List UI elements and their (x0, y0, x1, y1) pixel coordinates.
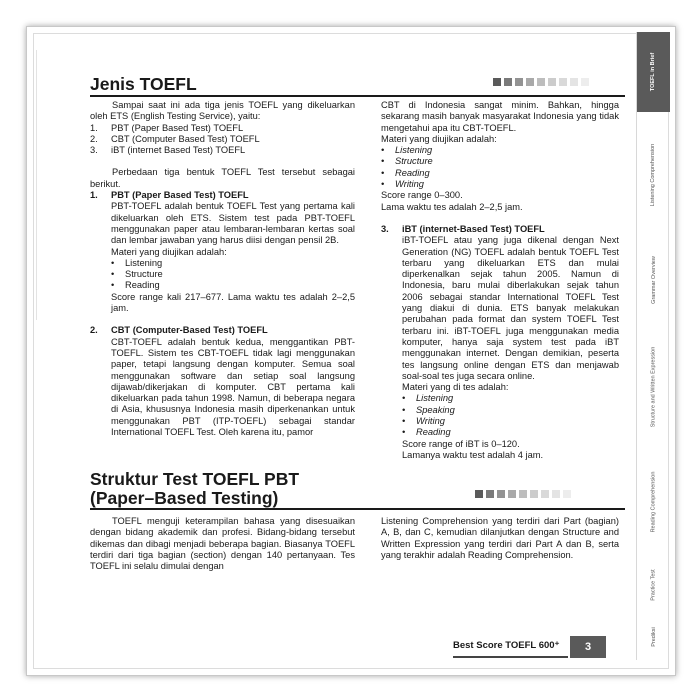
ibt-body: iBT-TOEFL atau yang juga dikenal dengan Next Generation (NG) TOEFL adalah bentuk TOEFL Test terbaru yang dikeluarkan ETS dan mulai diperkenalkan sejak tahun 2005. Namun di Indonesia, baru mulai diberlakukan sejak tahun 2006 sebagai standar International TOEFL Test yang diakui di dunia. ETS banyak melakukan perubahan pada format dan system TOEFL Test terbaru ini. iBT-TOEFL juga menggunakan media komputer, hanya saja system test pada iBT menggunakan internet. Dengan demikian, peserta tes langsung online dengan ETS dan menjawab soal-soal tes juga secara online. (402, 235, 619, 381)
footer-rule (453, 656, 568, 658)
bullet-item: • Structure (381, 156, 433, 167)
pbt-heading: 1. PBT (Paper Based Test) TOEFL (90, 190, 249, 201)
square-marker (497, 490, 505, 498)
square-marker (548, 78, 556, 86)
section2-right-column (381, 516, 619, 561)
bullet-item: • Reading (402, 427, 451, 438)
section-rule (90, 508, 625, 510)
square-marker (559, 78, 567, 86)
bullet-item: • Speaking (402, 404, 455, 415)
pbt-body: PBT-TOEFL adalah bentuk TOEFL Test yang pertama kali dikeluarkan oleh ETS. Sistem test pada PBT-TOEFL menggunakan paper atau lembaran-lembaran kertas soal dan lembar jawaban yang harus diisi dengan pensil 2B. (111, 201, 355, 246)
cbt-materi: Materi yang diujikan adalah: (381, 133, 497, 144)
book-title: Best Score TOEFL 600⁺ (453, 640, 560, 651)
bullet-item: • Listening (381, 145, 433, 156)
square-marker (519, 490, 527, 498)
ibt-materi: Materi yang di tes adalah: (402, 382, 509, 393)
section2-title-line1: Struktur Test TOEFL PBT (90, 469, 300, 489)
cbt-duration: Lama waktu tes adalah 2–2,5 jam. (381, 201, 523, 212)
square-marker (570, 78, 578, 86)
tab-structure-written-expression[interactable]: Structure and Written Expression (650, 346, 657, 428)
list-item: 3. iBT (internet Based Test) TOEFL (90, 145, 246, 156)
section1-right-column (381, 100, 619, 461)
list-item: 1. PBT (Paper Based Test) TOEFL (90, 122, 244, 133)
bullet-item: • Writing (381, 179, 424, 190)
section2-left-column (90, 516, 355, 572)
square-marker (508, 490, 516, 498)
ibt-score: Score range of iBT is 0–120. (402, 438, 520, 449)
square-marker (537, 78, 545, 86)
tab-listening-comprehension[interactable]: Listening Comprehension (650, 143, 657, 206)
paragraph: Perbedaan tiga bentuk TOEFL Test tersebut sebagai berikut. (90, 167, 355, 189)
section2-title-line2: (Paper–Based Testing) (90, 488, 279, 508)
tab-reading-comprehension[interactable]: Reading Comprehension (650, 471, 657, 533)
bullet-item: • Writing (402, 416, 445, 427)
bullet-item: • Reading (381, 167, 430, 178)
square-marker (493, 78, 501, 86)
bullet-item: • Listening (402, 393, 454, 404)
square-marker (581, 78, 589, 86)
pbt-score: Score range kali 217–677. Lama waktu tes adalah 2–2,5 jam. (111, 291, 355, 314)
binding-line (36, 50, 37, 320)
square-marker (563, 490, 571, 498)
decorative-squares (475, 490, 571, 498)
section-title-jenis: Jenis TOEFL (90, 74, 197, 94)
intro-paragraph: Sampai saat ini ada tiga jenis TOEFL yang dikeluarkan oleh ETS (English Testing Service), yaitu: (90, 100, 355, 122)
decorative-squares (493, 78, 589, 86)
section-title-struktur (90, 470, 299, 508)
bullet-item: • Listening (111, 257, 163, 268)
square-marker (541, 490, 549, 498)
ibt-duration: Lamanya waktu test adalah 4 jam. (402, 449, 544, 460)
square-marker (530, 490, 538, 498)
chapter-tab-sidebar (636, 32, 670, 660)
cbt-heading: 2. CBT (Computer-Based Test) TOEFL (90, 325, 268, 336)
square-marker (515, 78, 523, 86)
tab-toefl-in-brief[interactable]: TOEFL in Brief (637, 32, 670, 112)
section2-right-paragraph: Listening Comprehension yang terdiri dari Part (bagian) A, B, dan C, kemudian dilanjutkan dengan Structure and Written Expression yang terdiri dari Part A dan B, serta yang terakhir adalah Reading Comprehension. (381, 516, 619, 560)
tab-grammar-overview[interactable]: Grammar Overview (650, 255, 657, 304)
pbt-materi: Materi yang diujikan adalah: (111, 246, 227, 257)
ibt-heading: 3. iBT (internet-Based Test) TOEFL (381, 223, 545, 234)
section2-left-paragraph: TOEFL menguji keterampilan bahasa yang disesuaikan dengan bidang akademik dan profesi. Bidang-bidang tersebut dikemas dan dibagi menjadi beberapa bagian. Biasanya TOEFL terdiri dari tiga bagian (section) dengan 140 pertanyaan. Tes TOEFL ini selalu dimulai dengan (90, 516, 355, 572)
cbt-score: Score range 0–300. (381, 190, 463, 201)
square-marker (475, 490, 483, 498)
section1-left-column (90, 100, 355, 438)
square-marker (486, 490, 494, 498)
bullet-item: • Reading (111, 280, 160, 291)
section-rule (90, 95, 625, 97)
square-marker (526, 78, 534, 86)
page-number: 3 (570, 636, 606, 658)
cbt-continued: CBT di Indonesia sangat minim. Bahkan, hingga sekarang masih banyak masyarakat Indonesia yang tidak mengetahui apa itu CBT-TOEFL. (381, 100, 619, 133)
tab-practice-test[interactable]: Practice Test (650, 568, 657, 601)
square-marker (552, 490, 560, 498)
square-marker (504, 78, 512, 86)
bullet-item: • Structure (111, 269, 163, 280)
tab-prediksi[interactable]: Prediksi (650, 627, 657, 647)
list-item: 2. CBT (Computer Based Test) TOEFL (90, 133, 260, 144)
cbt-body: CBT-TOEFL adalah bentuk kedua, menggantikan PBT-TOEFL. Sistem tes CBT-TOEFL tidak lagi menggunakan paper, tetapi langsung dengan komputer. Semua soal menggunakan software dan setiap soal langsung dijawab/dikerjakan di komputer. CBT pertama kali dikeluarkan pada tahun 1998. Namun, di beberapa negara di Asia, khususnya Indonesia masih diperkenankan untuk menggunakan PBT (ITP-TOEFL) sebagai standar International TOEFL Test. Oleh karena itu, pamor (111, 336, 355, 438)
